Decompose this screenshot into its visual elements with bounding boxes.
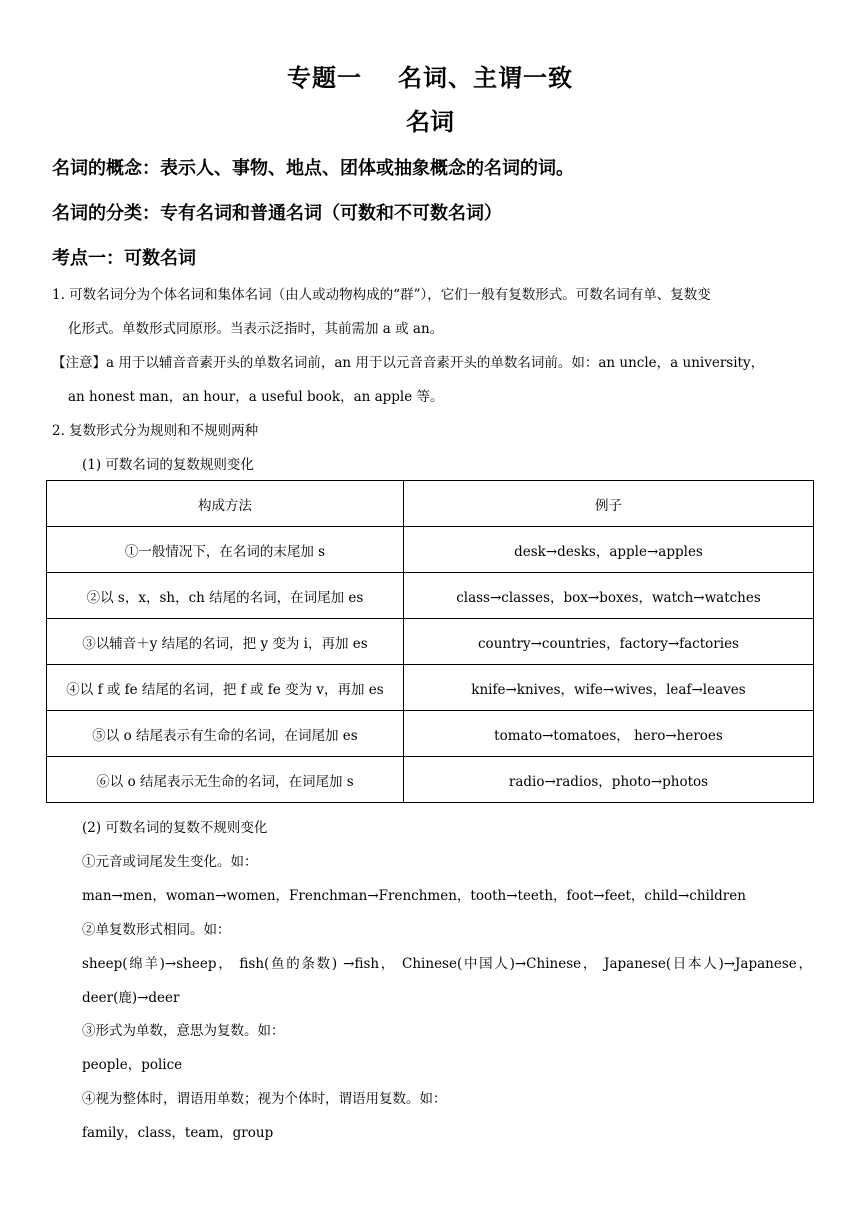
example-cell: knife→knives，wife→wives，leaf→leaves [404, 665, 814, 711]
irregular-rule-2-examples-line-1: sheep(绵羊)→sheep， fish(鱼的条数) →fish， Chinese(中国人)→Chinese， Japanese(日本人)→Japanese， [82, 956, 812, 972]
table-header-method: 构成方法 [47, 481, 404, 527]
table-row [47, 711, 814, 757]
rule-cell: ③以辅音＋y 结尾的名词，把 y 变为 i，再加 es [47, 619, 404, 665]
irregular-rule-4: ④视为整体时，谓语用单数；视为个体时，谓语用复数。如： [82, 1091, 447, 1107]
table-row [47, 757, 814, 803]
irregular-rule-2-examples-line-2: deer(鹿)→deer [82, 990, 180, 1006]
example-cell: desk→desks，apple→apples [404, 527, 814, 573]
irregular-rule-2: ②单复数形式相同。如： [82, 922, 231, 938]
table-row [47, 619, 814, 665]
title-topic: 专题一 [287, 64, 362, 92]
page-subtitle: 名词 [406, 108, 454, 136]
concept-heading: 名词的概念：表示人、事物、地点、团体或抽象概念的名词的词。 [52, 158, 574, 179]
example-cell: tomato→tomatoes， hero→heroes [404, 711, 814, 757]
irregular-rule-3-examples: people，police [82, 1057, 183, 1073]
subsection-1: (1) 可数名词的复数规则变化 [82, 457, 254, 473]
page-title [0, 58, 860, 93]
table-header-row [47, 481, 814, 527]
paragraph-1-line-2: 化形式。单数形式同原形。当表示泛指时，其前需加 a 或 an。 [68, 321, 444, 337]
title-subject: 名词、主谓一致 [398, 64, 573, 92]
example-cell: country→countries，factory→factories [404, 619, 814, 665]
table-row [47, 665, 814, 711]
classification-heading: 名词的分类：专有名词和普通名词（可数和不可数名词） [52, 203, 502, 224]
rule-cell: ①一般情况下，在名词的末尾加 s [47, 527, 404, 573]
note-line-2: an honest man，an hour，a useful book，an apple 等。 [68, 389, 444, 405]
rule-cell: ⑤以 o 结尾表示有生命的名词，在词尾加 es [47, 711, 404, 757]
irregular-rule-1: ①元音或词尾发生变化。如： [82, 854, 258, 870]
irregular-rule-4-examples: family，class，team，group [82, 1125, 274, 1141]
example-cell: class→classes，box→boxes，watch→watches [404, 573, 814, 619]
note-line-1: 【注意】a 用于以辅音音素开头的单数名词前，an 用于以元音音素开头的单数名词前。如：an uncle，a university， [52, 355, 765, 371]
table-row [47, 527, 814, 573]
point1-heading: 考点一：可数名词 [52, 248, 196, 269]
example-cell: radio→radios，photo→photos [404, 757, 814, 803]
irregular-rule-3: ③形式为单数，意思为复数。如： [82, 1023, 285, 1039]
paragraph-2: 2. 复数形式分为规则和不规则两种 [52, 423, 259, 439]
rule-cell: ④以 f 或 fe 结尾的名词，把 f 或 fe 变为 v，再加 es [47, 665, 404, 711]
table-row [47, 573, 814, 619]
subsection-2: (2) 可数名词的复数不规则变化 [82, 820, 268, 836]
rule-cell: ⑥以 o 结尾表示无生命的名词，在词尾加 s [47, 757, 404, 803]
plural-rules-table [46, 480, 814, 803]
paragraph-1-line-1: 1. 可数名词分为个体名词和集体名词（由人或动物构成的“群”），它们一般有复数形式。可数名词有单、复数变 [52, 287, 711, 303]
table-header-example: 例子 [404, 481, 814, 527]
irregular-rule-1-examples: man→men，woman→women，Frenchman→Frenchmen，tooth→teeth，foot→feet，child→children [82, 888, 746, 904]
rule-cell: ②以 s，x，sh，ch 结尾的名词，在词尾加 es [47, 573, 404, 619]
